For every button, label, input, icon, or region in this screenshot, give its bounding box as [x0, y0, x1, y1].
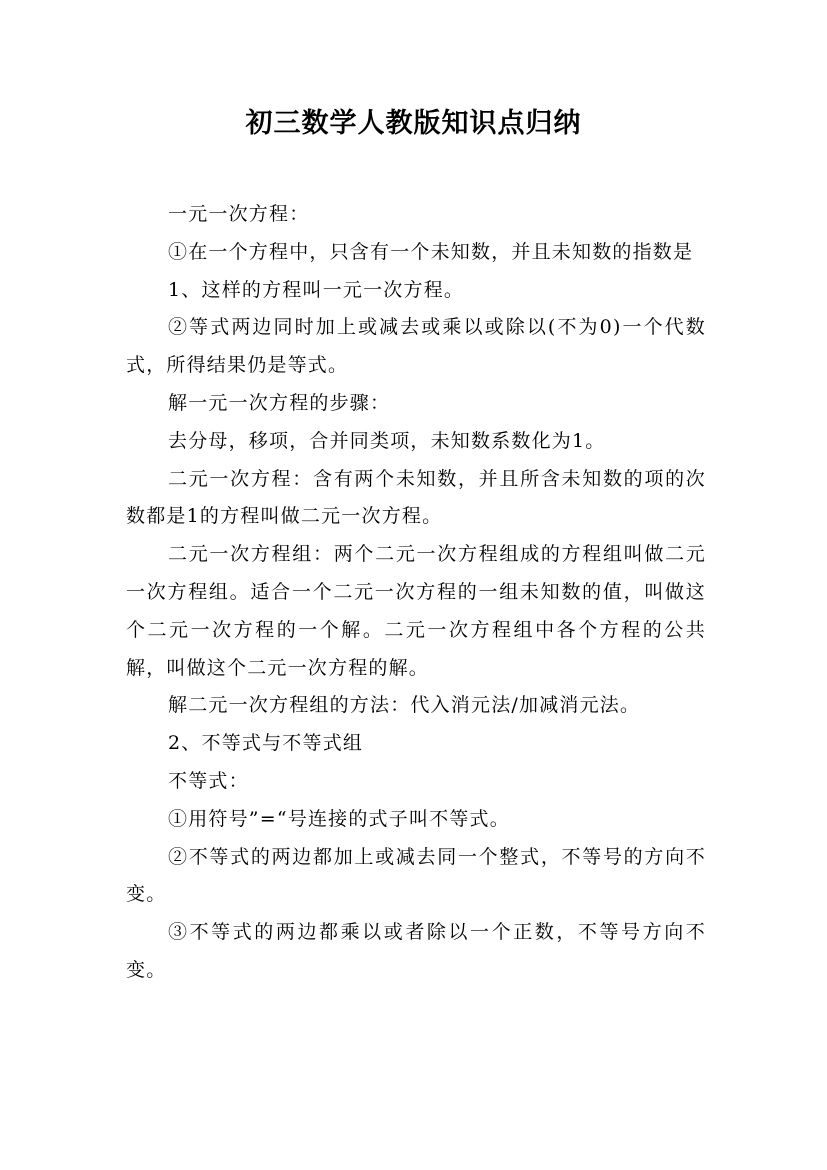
- paragraph-inequality-property-multiply: ③不等式的两边都乘以或者除以一个正数，不等号方向不变。: [126, 921, 706, 981]
- paragraph-inequality-heading: 不等式：: [168, 769, 249, 792]
- paragraph-linear-equation-heading: 一元一次方程：: [168, 203, 310, 225]
- paragraph-two-variable-equation: 二元一次方程：含有两个未知数，并且所含未知数的项的次数都是1的方程叫做二元一次方程。: [126, 467, 706, 528]
- paragraph-linear-equation-definition-cont: 1、这样的方程叫一元一次方程。: [168, 278, 465, 301]
- paragraph-inequality-section-heading: 2、不等式与不等式组: [168, 732, 364, 755]
- paragraph-inequality-definition: ①用符号”=“号连接的式子叫不等式。: [168, 807, 510, 830]
- paragraph-inequality-property-add: ②不等式的两边都加上或减去同一个整式，不等号的方向不变。: [126, 845, 706, 906]
- paragraph-solving-steps-heading: 解一元一次方程的步骤：: [168, 391, 391, 414]
- paragraph-system-solving-methods: 解二元一次方程组的方法：代入消元法/加减消元法。: [168, 694, 641, 717]
- document-title: 初三数学人教版知识点归纳: [245, 108, 582, 139]
- paragraph-solving-steps: 去分母，移项，合并同类项，未知数系数化为1。: [168, 429, 606, 452]
- document-body: [126, 196, 706, 990]
- paragraph-system-of-equations: 二元一次方程组：两个二元一次方程组成的方程组叫做二元一次方程组。适合一个二元一次方程的一组未知数的值，叫做这个二元一次方程的一个解。二元一次方程组中各个方程的公共解，叫做这个二元一次方程的解。: [126, 543, 706, 679]
- paragraph-linear-equation-definition: ①在一个方程中，只含有一个未知数，并且未知数的指数是: [168, 240, 694, 263]
- paragraph-equation-property: ②等式两边同时加上或减去或乘以或除以(不为0)一个代数式，所得结果仍是等式。: [126, 316, 706, 377]
